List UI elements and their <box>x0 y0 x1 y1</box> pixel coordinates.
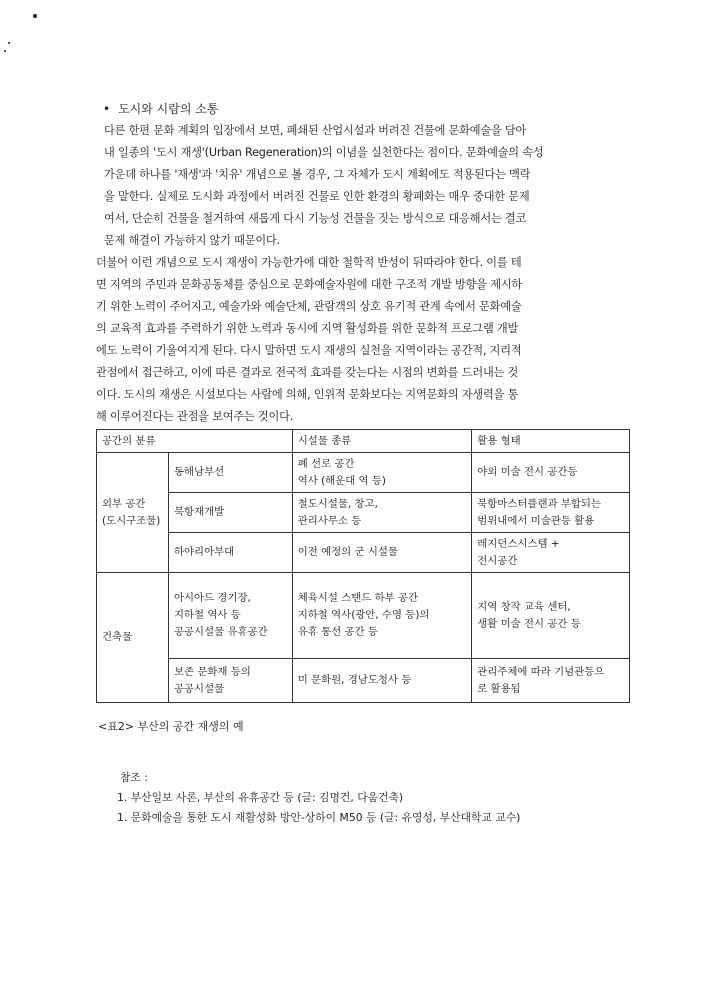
cell-line: 지역 창작 교육 센터, <box>477 600 571 613</box>
cell-line: 야외 미술 전시 공간등 <box>477 466 578 478</box>
paragraph-line: 관점에서 접근하고, 이에 따른 결과로 전국적 효과를 갖는다는 시점의 변화를 드러내는 것 <box>96 366 519 379</box>
cell-line: 미 문화원, 경남도청사 등 <box>297 674 412 686</box>
usage-cell <box>472 533 630 573</box>
cell-line: 하야리아부대 <box>173 546 235 558</box>
cell-line: 공공시설물 <box>173 682 225 695</box>
table-row <box>97 573 630 659</box>
references <box>117 768 520 828</box>
cell-line: 북항마스터플랜과 부합되는 <box>477 497 601 510</box>
scan-speck <box>4 50 6 52</box>
header-facility-type: 시설물 종류 <box>292 430 472 453</box>
paragraph-line: 을 말한다. 실제로 도시화 과정에서 버려진 건물로 인한 환경의 황폐화는 매우 중대한 문제 <box>104 190 530 203</box>
cell-line: 철도시설물, 창고, <box>297 497 378 510</box>
space-category-cell <box>97 573 169 703</box>
table-caption: <표2> 부산의 공간 재생의 예 <box>98 720 244 733</box>
cell-line: 로 활용됨 <box>477 682 521 695</box>
cell-line: 이전 예정의 군 시설물 <box>297 546 398 558</box>
facility-cell <box>292 453 472 493</box>
header-usage-type: 활용 형태 <box>472 430 630 453</box>
paragraph-line: 다른 한편 문화 계획의 입장에서 보면, 폐쇄된 산업시설과 버려진 건물에 문화예술을 담아 <box>104 124 527 137</box>
paragraph-line: 더불어 이런 개념으로 도시 재생이 가능한가에 대한 철학적 반성이 뒤따라야 한다. 이를 테 <box>96 256 522 269</box>
cell-line: 외부 공간 <box>102 497 146 510</box>
table-row <box>97 659 630 703</box>
space-regeneration-table <box>96 429 630 703</box>
reference-item: 1. 문화예술을 통한 도시 재활성화 방안-상하이 M50 등 (글: 유영성, 부산대학교 교수) <box>117 811 521 824</box>
space-category-cell <box>97 453 169 573</box>
table-row <box>97 533 630 573</box>
site-cell <box>168 533 292 573</box>
cell-line: 폐 선로 공간 <box>297 457 355 470</box>
site-cell <box>168 453 292 493</box>
table-row <box>97 493 630 533</box>
site-cell <box>168 573 292 659</box>
cell-line: 레지던스시스템 + <box>477 537 560 550</box>
scan-speck <box>8 42 10 44</box>
paragraph-line: 에도 노력이 기울여지게 된다. 다시 말하면 도시 재생의 실천을 지역이라는 공간적, 지리적 <box>96 344 522 357</box>
site-cell <box>168 659 292 703</box>
site-cell <box>168 493 292 533</box>
cell-line: 체육시설 스탠드 하부 공간 <box>297 592 419 604</box>
cell-line: 범위내에서 미술관등 활용 <box>477 514 595 527</box>
cell-line: 보존 문화재 등의 <box>173 665 251 678</box>
cell-line: 지하철 역사 등 <box>173 609 241 621</box>
paragraph-line: 내 일종의 '도시 재생'(Urban Regeneration)의 이념을 실천한다는 점이다. 문화예술의 속성 <box>104 146 544 159</box>
paragraph-line: 가운데 하나를 '재생'과 '치유' 개념으로 볼 경우, 그 자체가 도시 계획에도 적용된다는 맥락 <box>104 168 531 181</box>
cell-line: 생활 미술 전시 공간 등 <box>477 617 581 630</box>
paragraph-line: 기 위한 노력이 주어지고, 예술가와 예술단체, 관람객의 상호 유기적 관계 속에서 문화예술 <box>96 300 522 313</box>
table-header-row <box>97 430 630 453</box>
facility-cell <box>292 533 472 573</box>
cell-line: 지하철 역사(광안, 수영 등)의 <box>297 609 430 621</box>
section-heading <box>96 99 641 119</box>
reference-item: 1. 부산일보 사론, 부산의 유휴공간 등 (글: 김명건, 다움건축) <box>117 791 404 804</box>
paragraph-line: 여서, 단순히 건물을 철거하여 새롭게 다시 기능성 건물을 짓는 방식으로 대응해서는 결코 <box>104 212 527 225</box>
paragraph-line: 해 이루어진다는 관점을 보여주는 것이다. <box>96 410 294 423</box>
cell-line: 관리주체에 따라 기념관등으 <box>477 665 605 678</box>
cell-line: 공공시설물 유휴공간 <box>173 626 268 638</box>
cell-line: (도시구조물) <box>102 514 161 527</box>
usage-cell <box>472 493 630 533</box>
cell-line: 관리사무소 등 <box>297 514 362 527</box>
facility-cell <box>292 493 472 533</box>
paragraph-2 <box>96 252 641 428</box>
cell-line: 역사 (해운대 역 등) <box>297 474 386 487</box>
header-space-category: 공간의 분류 <box>97 430 293 453</box>
paragraph-line: 면 지역의 주민과 문화공동체를 중심으로 문화예술자원에 대한 구조적 개발 방향을 제시하 <box>96 278 523 291</box>
cell-line: 건축물 <box>102 631 133 643</box>
paragraph-line: 의 교육적 효과를 주력하기 위한 노력과 동시에 지역 활성화를 위한 문화적 프로그램 개발 <box>96 322 519 335</box>
usage-cell <box>472 453 630 493</box>
references-title: 참조 : <box>120 771 148 784</box>
cell-line: 유휴 통선 공간 등 <box>297 626 378 638</box>
cell-line: 전시공간 <box>477 554 518 567</box>
table-row <box>97 453 630 493</box>
cell-line: 동해남부선 <box>173 466 225 478</box>
scan-speck <box>33 14 37 18</box>
paragraph-1 <box>96 120 641 252</box>
paragraph-line: 문제 해결이 가능하지 않기 때문이다. <box>104 234 280 247</box>
facility-cell <box>292 659 472 703</box>
cell-line: 아시아드 경기장, <box>173 592 251 604</box>
usage-cell <box>472 573 630 659</box>
paragraph-line: 이다. 도시의 재생은 시설보다는 사람에 의해, 인위적 문화보다는 지역문화의 자생력을 통 <box>96 388 519 401</box>
section-title: 도시와 시람의 소통 <box>118 102 219 116</box>
facility-cell <box>292 573 472 659</box>
bullet-icon: • <box>103 102 111 116</box>
document-body <box>96 99 641 428</box>
cell-line: 북항재개발 <box>173 506 225 518</box>
usage-cell <box>472 659 630 703</box>
